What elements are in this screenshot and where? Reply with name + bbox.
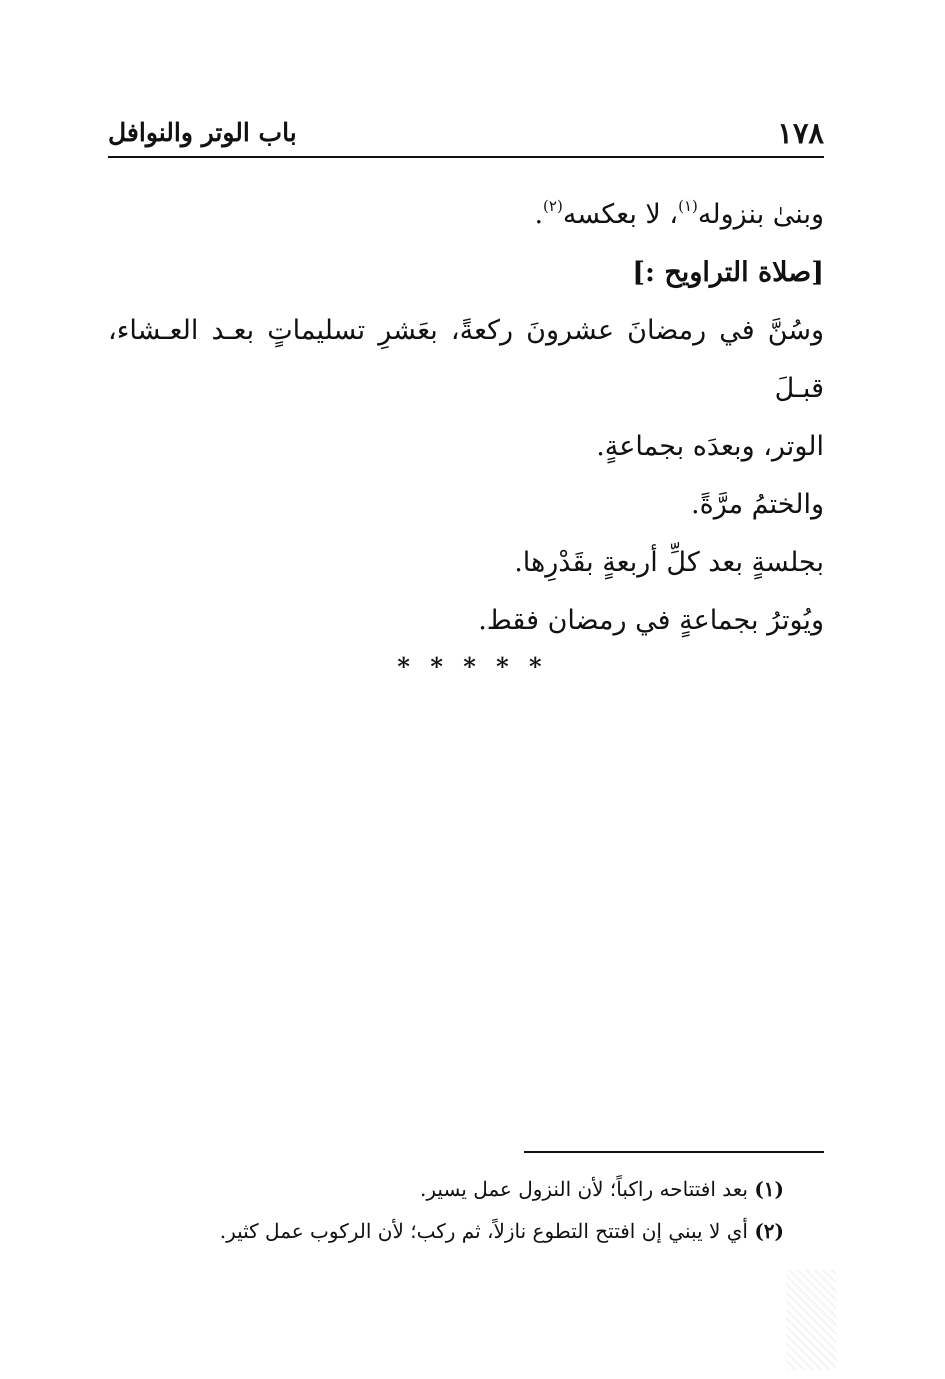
section-separator: * * * * * — [397, 652, 548, 681]
main-text — [108, 186, 824, 650]
paragraph-3: بجلسةٍ بعد كلِّ أربعةٍ بقَدْرِها. — [514, 547, 824, 578]
running-title: باب الوتر والنوافل — [108, 118, 297, 147]
scan-artifact — [786, 1270, 836, 1370]
footnote-ref-1: (١) — [678, 197, 698, 215]
footnote-ref-2: (٢) — [543, 197, 563, 215]
page-number: ١٧٨ — [777, 116, 824, 150]
footnotes — [108, 1168, 784, 1252]
text-line-1 — [108, 186, 824, 244]
paragraph-1: وسُنَّ في رمضانَ عشرونَ ركعةً، بعَشرِ تسليماتٍ بعـد العـشاء، قبـلَ — [108, 315, 824, 404]
text-segment: وبنىٰ بنزوله — [697, 199, 824, 230]
page-header — [108, 112, 824, 156]
footnote-number: (٢) — [754, 1219, 784, 1243]
footnote-text: أي لا يبني إن افتتح التطوع نازلاً، ثم ركب؛ لأن الركوب عمل كثير. — [219, 1219, 748, 1243]
paragraph-2: والختمُ مرَّةً. — [691, 489, 824, 520]
header-rule — [108, 156, 824, 158]
paragraph-1-continued: الوتر، وبعدَه بجماعةٍ. — [596, 431, 824, 462]
footnote-2 — [108, 1210, 784, 1252]
footnote-text: بعد افتتاحه راكباً؛ لأن النزول عمل يسير. — [420, 1177, 748, 1201]
text-segment: . — [534, 199, 544, 230]
footnote-number: (١) — [754, 1177, 784, 1201]
footnote-rule — [524, 1151, 824, 1153]
footnote-1 — [108, 1168, 784, 1210]
paragraph-4: ويُوترُ بجماعةٍ في رمضان فقط. — [478, 605, 824, 636]
section-heading: [صلاة التراويح :] — [632, 257, 824, 288]
text-segment: ، لا بعكسه — [562, 199, 679, 230]
